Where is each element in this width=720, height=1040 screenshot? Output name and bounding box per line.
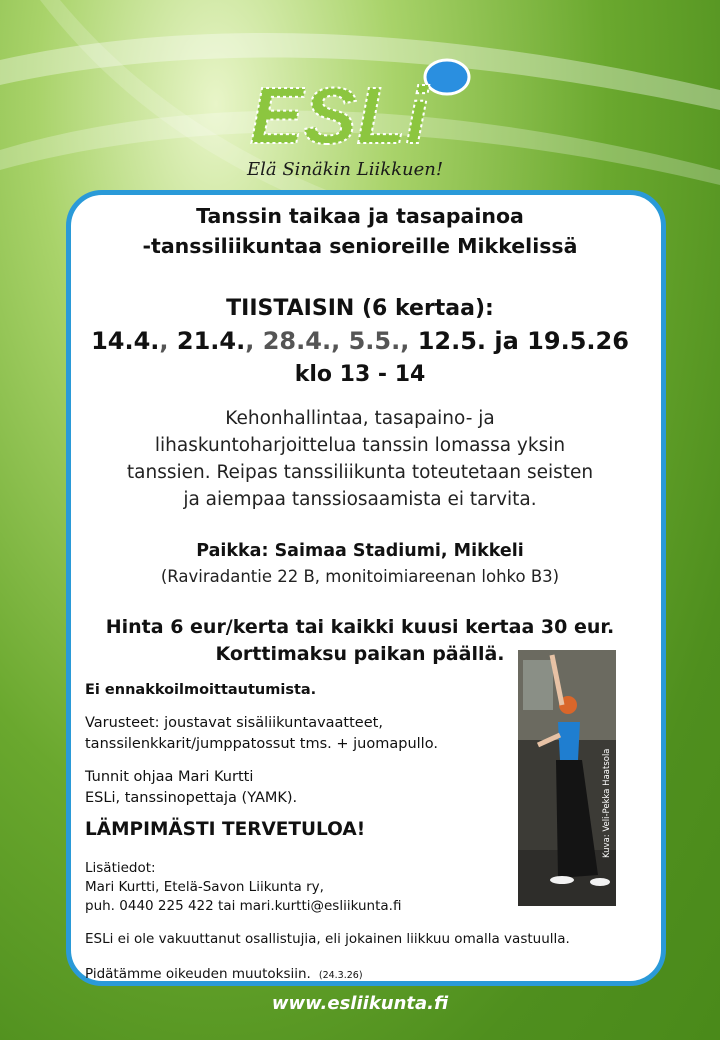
place-address: (Raviradantie 22 B, monitoimiareenan lohko B3) bbox=[160, 567, 560, 586]
date-6: 19.5.26 bbox=[527, 327, 629, 355]
title-line-2: -tanssiliikuntaa senioreille Mikkelissä bbox=[142, 234, 578, 258]
rights-note: Pidätämme oikeuden muutoksiin. (24.3.26) bbox=[85, 966, 363, 982]
event-title bbox=[70, 201, 650, 261]
equipment-info: Varusteet: joustavat sisäliikuntavaatteet, tanssilenkkarit/jumppatossut tms. + juomapullo. bbox=[85, 715, 438, 752]
date-4: 5.5. bbox=[348, 327, 401, 355]
logo-slogan: Elä Sinäkin Liikkuen! bbox=[247, 159, 444, 180]
date-2: 21.4. bbox=[176, 327, 246, 355]
title-line-1: Tanssin taikaa ja tasapainoa bbox=[196, 204, 524, 228]
contact-info: Lisätiedot: Mari Kurtti, Etelä-Savon Liikunta ry, puh. 0440 225 422 tai mari.kurtti@esliikunta.fi bbox=[85, 860, 402, 914]
registration-note: Ei ennakkoilmoittautumista. bbox=[85, 682, 317, 698]
schedule-time: klo 13 - 14 bbox=[294, 362, 426, 387]
date-1: 14.4. bbox=[91, 327, 160, 355]
price-info: Hinta 6 eur/kerta tai kaikki kuusi kertaa 30 eur. Korttimaksu paikan päällä. bbox=[105, 616, 615, 665]
instructor-info: Tunnit ohjaa Mari Kurtti ESLi, tanssinopettaja (YAMK). bbox=[85, 769, 298, 806]
logo-text: ESLi bbox=[250, 71, 428, 160]
schedule-dates: 14.4., 21.4., 28.4., 5.5., 12.5. ja 19.5.26 bbox=[91, 327, 629, 355]
description: Kehonhallintaa, tasapaino- ja lihaskuntoharjoittelua tanssin lomassa yksin tanssien. Reipas tanssiliikunta toteutetaan seisten ja aiempaa tanssiosaamista ei tarvita. bbox=[126, 408, 594, 510]
date-5: 12.5. bbox=[417, 327, 487, 355]
place-label: Paikka: Saimaa Stadiumi, Mikkeli bbox=[196, 541, 524, 561]
welcome-text: LÄMPIMÄSTI TERVETULOA! bbox=[85, 819, 366, 840]
insurance-note: ESLi ei ole vakuuttanut osallistujia, eli jokainen liikkuu omalla vastuulla. bbox=[85, 931, 570, 947]
document-date: (24.3.26) bbox=[318, 970, 363, 981]
schedule-days: TIISTAISIN (6 kertaa): bbox=[226, 296, 494, 321]
date-3: 28.4. bbox=[262, 327, 332, 355]
photo-credit: Kuva: Veli-Pekka Haatsola bbox=[602, 748, 612, 858]
footer-url[interactable]: www.esliikunta.fi bbox=[271, 993, 449, 1014]
esli-logo bbox=[235, 55, 485, 190]
